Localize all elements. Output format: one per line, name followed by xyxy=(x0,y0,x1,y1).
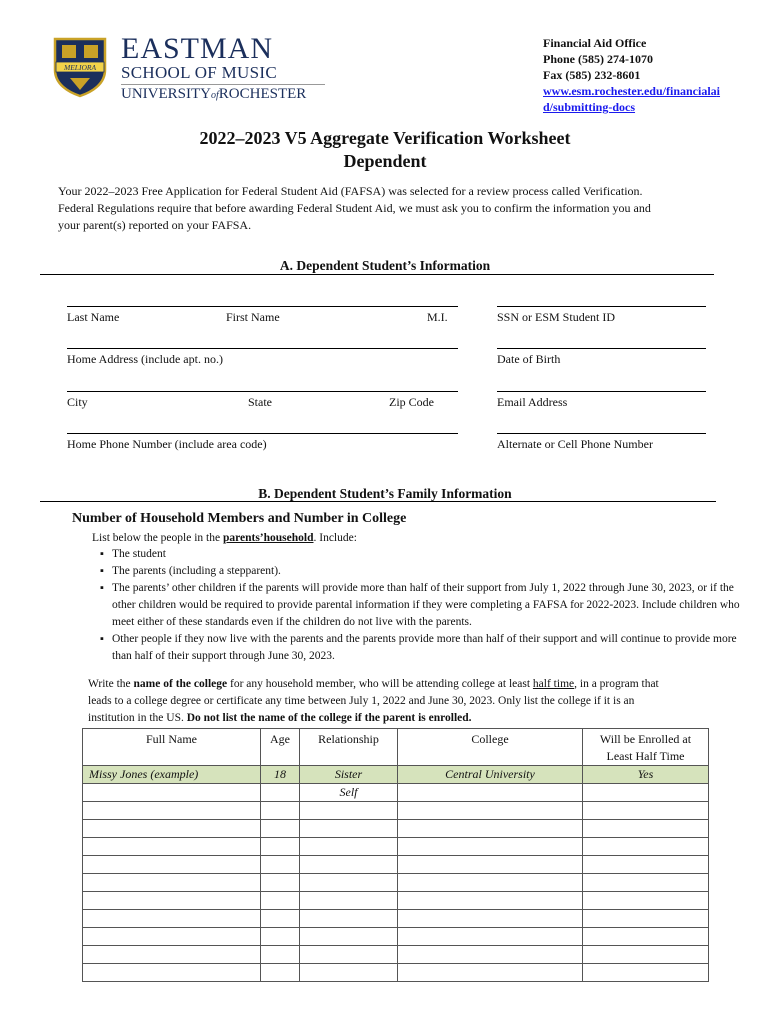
zip-label: Zip Code xyxy=(389,395,434,409)
page-title: 2022–2023 V5 Aggregate Verification Worksheet xyxy=(199,128,571,148)
section-b-rule xyxy=(40,501,716,502)
bullet-other-people: ▪ Other people if they now live with the parents and the parents provide more than half of their support and will continue to provide more than half of their support through June 30, 2023. xyxy=(112,631,752,665)
table-row[interactable] xyxy=(83,928,709,946)
list-intro-link: parents’household xyxy=(222,532,314,544)
crest-motto: MELIORA xyxy=(63,63,97,72)
household-table xyxy=(82,728,709,982)
mi-label: M.I. xyxy=(427,310,448,324)
intro-line-2: Federal Regulations require that before awarding Federal Student Aid, we must ask you to confirm the information you and xyxy=(58,201,651,215)
office-phone: Phone (585) 274-1070 xyxy=(543,52,653,66)
list-intro-pre: List below the people in the xyxy=(92,532,223,544)
col-enrolled-2: Least Half Time xyxy=(606,749,685,763)
example-college: Central University xyxy=(398,766,583,784)
office-url-2: i xyxy=(716,84,721,98)
cell-enrolled[interactable] xyxy=(583,910,709,928)
cell-college[interactable] xyxy=(398,838,583,856)
office-name: Financial Aid Office xyxy=(543,36,647,50)
cell-enrolled[interactable] xyxy=(583,856,709,874)
cell-name[interactable] xyxy=(83,784,261,802)
table-row[interactable] xyxy=(83,892,709,910)
cell-name[interactable] xyxy=(83,838,261,856)
college-p1: Write the xyxy=(88,678,134,690)
cell-age[interactable] xyxy=(261,910,300,928)
college-ul: half time xyxy=(532,678,575,690)
logo-school-of-music: SCHOOL OF MUSIC xyxy=(121,63,277,82)
table-row[interactable] xyxy=(83,820,709,838)
logo-univ-post: ROCHESTER xyxy=(218,86,307,102)
college-line-3-pre: institution in the US. xyxy=(88,712,187,724)
cell-relationship[interactable] xyxy=(300,874,398,892)
logo-divider xyxy=(121,84,325,85)
cell-college[interactable] xyxy=(398,892,583,910)
cell-enrolled[interactable] xyxy=(583,820,709,838)
cell-age[interactable] xyxy=(261,964,300,982)
alt-phone-input-line[interactable] xyxy=(497,433,706,434)
college-line-3-bold: Do not list the name of the college if the parent is enrolled. xyxy=(186,712,472,724)
college-bold: name of the college xyxy=(133,678,228,690)
cell-age[interactable] xyxy=(261,946,300,964)
col-enrolled-1: Will be Enrolled at xyxy=(599,732,692,746)
email-label: Email Address xyxy=(497,395,568,409)
ssn-label: SSN or ESM Student ID xyxy=(497,310,616,324)
office-url-1: www.esm.rochester.edu/financiala xyxy=(543,84,717,98)
email-input-line[interactable] xyxy=(497,391,706,392)
col-relationship: Relationship xyxy=(300,729,398,766)
cell-name[interactable] xyxy=(83,856,261,874)
cell-relationship[interactable] xyxy=(300,928,398,946)
table-header-row xyxy=(83,729,709,766)
college-p3: , in a program that xyxy=(574,678,659,690)
ssn-input-line[interactable] xyxy=(497,306,706,307)
cell-relationship[interactable] xyxy=(300,892,398,910)
col-enrolled xyxy=(583,729,709,766)
table-row[interactable] xyxy=(83,964,709,982)
col-age: Age xyxy=(261,729,300,766)
bullet-parents: ▪ The parents (including a stepparent). xyxy=(112,563,752,580)
intro-line-1: Your 2022–2023 Free Application for Federal Student Aid (FAFSA) was selected for a review process called Verification. xyxy=(58,184,643,198)
col-college: College xyxy=(398,729,583,766)
cell-college[interactable] xyxy=(398,946,583,964)
cell-college[interactable] xyxy=(398,820,583,838)
cell-age[interactable] xyxy=(261,892,300,910)
cell-name[interactable] xyxy=(83,910,261,928)
logo-university xyxy=(121,86,306,103)
cell-age[interactable] xyxy=(261,820,300,838)
alt-phone-label: Alternate or Cell Phone Number xyxy=(497,437,653,451)
cell-enrolled[interactable] xyxy=(583,892,709,910)
example-relationship: Sister xyxy=(300,766,398,784)
cell-enrolled[interactable] xyxy=(583,838,709,856)
cell-age[interactable] xyxy=(261,928,300,946)
logo-univ-of: of xyxy=(211,90,219,101)
office-url-link[interactable] xyxy=(543,84,720,114)
cell-age[interactable] xyxy=(261,856,300,874)
household-subhead: Number of Household Members and Number in College xyxy=(72,511,407,526)
college-p2: for any household member, who will be attending college at least xyxy=(227,678,533,690)
table-row[interactable] xyxy=(83,910,709,928)
table-row[interactable] xyxy=(83,838,709,856)
table-row-self[interactable] xyxy=(83,784,709,802)
cell-college[interactable] xyxy=(398,856,583,874)
cell-relationship[interactable] xyxy=(300,946,398,964)
bullet-other-children: ▪ The parents’ other children if the parents will provide more than half of their support from July 1, 2022 through June 30, 2023, or if the other children would be required to provide parental information if they were completing a FAFSA for 2022-2023. Include children who meet either of these standards even if the children do not live with the parents. xyxy=(112,580,752,631)
logo-eastman: EASTMAN xyxy=(121,32,274,65)
example-name: Missy Jones (example) xyxy=(83,766,261,784)
office-fax: Fax (585) 232-8601 xyxy=(543,68,641,82)
cell-name[interactable] xyxy=(83,964,261,982)
cell-college[interactable] xyxy=(398,928,583,946)
cell-enrolled[interactable] xyxy=(583,946,709,964)
cell-name[interactable] xyxy=(83,820,261,838)
self-relationship: Self xyxy=(300,784,398,802)
cell-age[interactable] xyxy=(261,874,300,892)
bullet-student: ▪ The student xyxy=(112,546,752,563)
office-contact xyxy=(543,35,720,115)
college-instructions xyxy=(88,676,728,727)
dob-input-line[interactable] xyxy=(497,348,706,349)
section-a-rule xyxy=(40,274,714,275)
school-crest-logo xyxy=(52,36,108,98)
college-line-2: leads to a college degree or certificate any time between July 1, 2022 and June 30, 2023. Only list the college if it is an xyxy=(88,695,635,707)
example-enrolled: Yes xyxy=(583,766,709,784)
name-input-line[interactable] xyxy=(67,306,458,307)
cell-enrolled[interactable] xyxy=(583,874,709,892)
cell-relationship[interactable] xyxy=(300,820,398,838)
cell-enrolled[interactable] xyxy=(583,964,709,982)
city-state-zip-input-line[interactable] xyxy=(67,391,458,392)
list-intro-post: . Include: xyxy=(313,532,357,544)
section-b-title: B. Dependent Student’s Family Information xyxy=(258,486,512,501)
cell-name[interactable] xyxy=(83,928,261,946)
cell-age[interactable] xyxy=(261,838,300,856)
cell-relationship[interactable] xyxy=(300,964,398,982)
logo-univ-pre: UNIVERSITY xyxy=(121,86,211,102)
intro-line-3: your parent(s) reported on your FAFSA. xyxy=(58,218,252,232)
state-label: State xyxy=(248,395,272,409)
cell-name[interactable] xyxy=(83,946,261,964)
intro-paragraph xyxy=(58,183,718,234)
last-name-label: Last Name xyxy=(67,310,120,324)
city-label: City xyxy=(67,395,88,409)
cell-enrolled[interactable] xyxy=(583,784,709,802)
dob-label: Date of Birth xyxy=(497,352,561,366)
home-phone-label: Home Phone Number (include area code) xyxy=(67,437,267,451)
cell-college[interactable] xyxy=(398,802,583,820)
address-input-line[interactable] xyxy=(67,348,458,349)
table-row[interactable] xyxy=(83,874,709,892)
section-a-title: A. Dependent Student’s Information xyxy=(279,258,491,273)
cell-name[interactable] xyxy=(83,874,261,892)
cell-enrolled[interactable] xyxy=(583,928,709,946)
cell-name[interactable] xyxy=(83,892,261,910)
cell-college[interactable] xyxy=(398,784,583,802)
table-row[interactable] xyxy=(83,856,709,874)
cell-age[interactable] xyxy=(261,802,300,820)
household-bullet-list xyxy=(92,546,752,665)
col-full-name: Full Name xyxy=(83,729,261,766)
table-row[interactable] xyxy=(83,802,709,820)
home-phone-input-line[interactable] xyxy=(67,433,458,434)
table-row[interactable] xyxy=(83,946,709,964)
college-line-1 xyxy=(88,676,728,693)
cell-age[interactable] xyxy=(261,784,300,802)
example-age: 18 xyxy=(261,766,300,784)
cell-relationship[interactable] xyxy=(300,838,398,856)
cell-enrolled[interactable] xyxy=(583,802,709,820)
table-row-example xyxy=(83,766,709,784)
cell-relationship[interactable] xyxy=(300,802,398,820)
first-name-label: First Name xyxy=(226,310,280,324)
cell-college[interactable] xyxy=(398,964,583,982)
home-address-label: Home Address (include apt. no.) xyxy=(67,352,223,366)
cell-college[interactable] xyxy=(398,874,583,892)
cell-relationship[interactable] xyxy=(300,856,398,874)
college-line-3 xyxy=(88,710,728,727)
cell-relationship[interactable] xyxy=(300,910,398,928)
page-subtitle: Dependent xyxy=(343,151,427,171)
list-intro xyxy=(92,530,357,547)
cell-college[interactable] xyxy=(398,910,583,928)
office-url-3: d/submitting-docs xyxy=(543,100,636,114)
cell-name[interactable] xyxy=(83,802,261,820)
